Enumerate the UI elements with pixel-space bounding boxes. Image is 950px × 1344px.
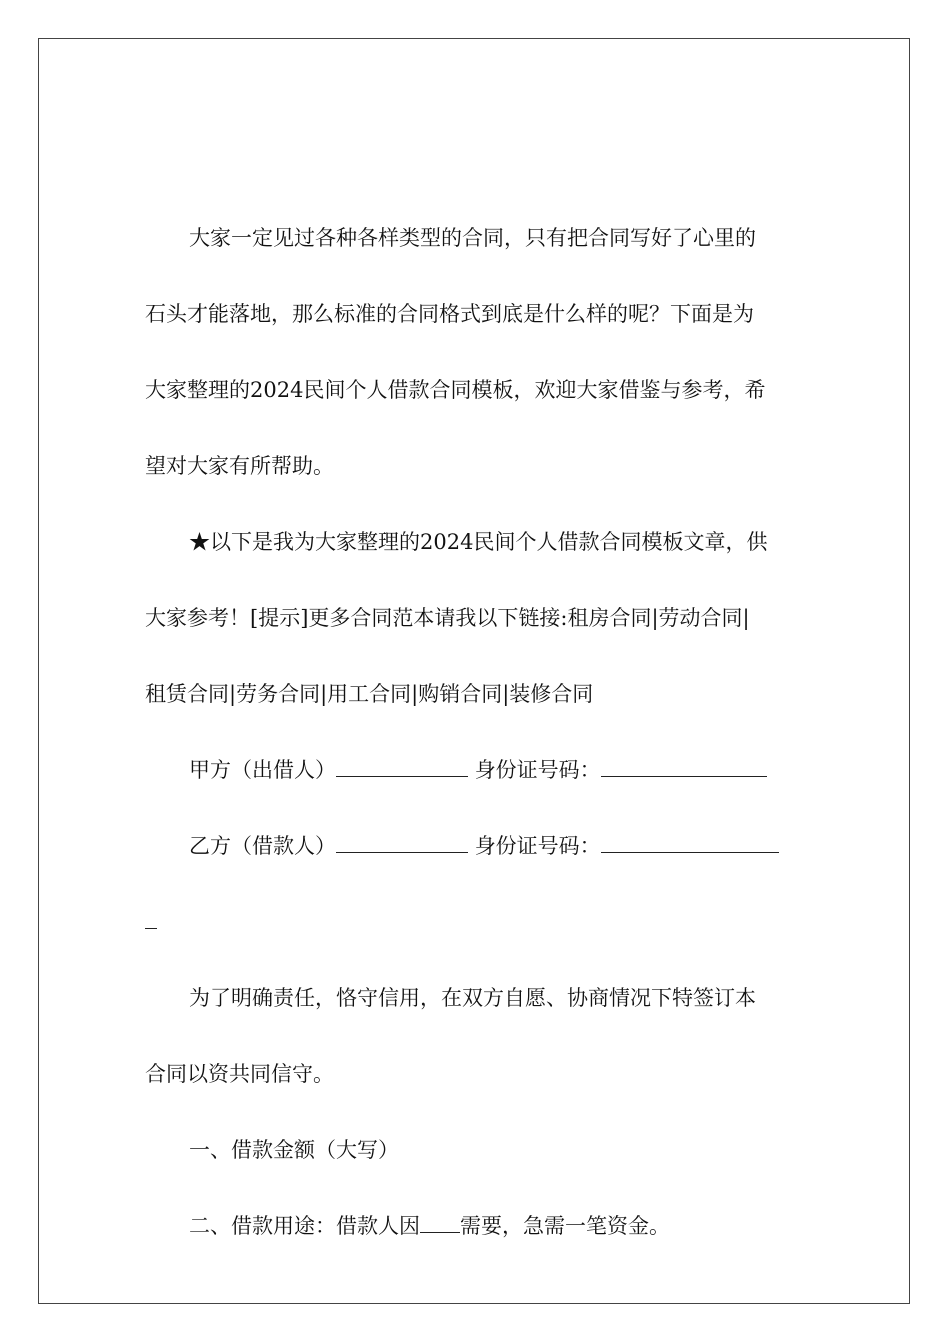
party-a-name-blank — [336, 758, 468, 777]
clause-usage-suffix: 需要，急需一笔资金。 — [460, 1214, 670, 1238]
intro-line-3: 大家整理的2024民间个人借款合同模板，欢迎大家借鉴与参考，希 — [145, 378, 766, 402]
usage-blank — [420, 1214, 460, 1233]
party-a-row — [145, 732, 805, 808]
notice-line-2: 大家参考！[提示]更多合同范本请我以下链接:租房合同|劳动合同| — [145, 606, 750, 630]
intro-line-2: 石头才能落地，那么标准的合同格式到底是什么样的呢？下面是为 — [145, 302, 754, 326]
intro-line-1: 大家一定见过各种各样类型的合同，只有把合同写好了心里的 — [189, 226, 756, 250]
party-b-id-blank — [601, 834, 779, 853]
party-a-id-blank — [601, 758, 767, 777]
party-a-label: 甲方（出借人） — [189, 758, 336, 782]
underline-continuation — [145, 918, 157, 929]
clause-usage — [145, 1188, 805, 1264]
party-b-id-blank-continued — [145, 884, 805, 960]
document-body — [145, 200, 805, 1264]
notice-line-1: ★以下是我为大家整理的2024民间个人借款合同模板文章，供 — [189, 530, 768, 554]
purpose-line-1: 为了明确责任，恪守信用，在双方自愿、协商情况下特签订本 — [189, 986, 756, 1010]
party-b-name-blank — [336, 834, 468, 853]
party-b-id-label: 身份证号码： — [474, 834, 601, 858]
purpose-line-2: 合同以资共同信守。 — [145, 1062, 334, 1086]
party-b-row — [145, 808, 805, 884]
notice-line-3: 租赁合同|劳务合同|用工合同|购销合同|装修合同 — [145, 682, 594, 706]
party-a-id-label: 身份证号码： — [474, 758, 601, 782]
clause-amount: 一、借款金额（大写） — [189, 1138, 399, 1162]
intro-line-4: 望对大家有所帮助。 — [145, 454, 334, 478]
party-b-label: 乙方（借款人） — [189, 834, 336, 858]
clause-usage-prefix: 二、借款用途：借款人因 — [189, 1214, 420, 1238]
